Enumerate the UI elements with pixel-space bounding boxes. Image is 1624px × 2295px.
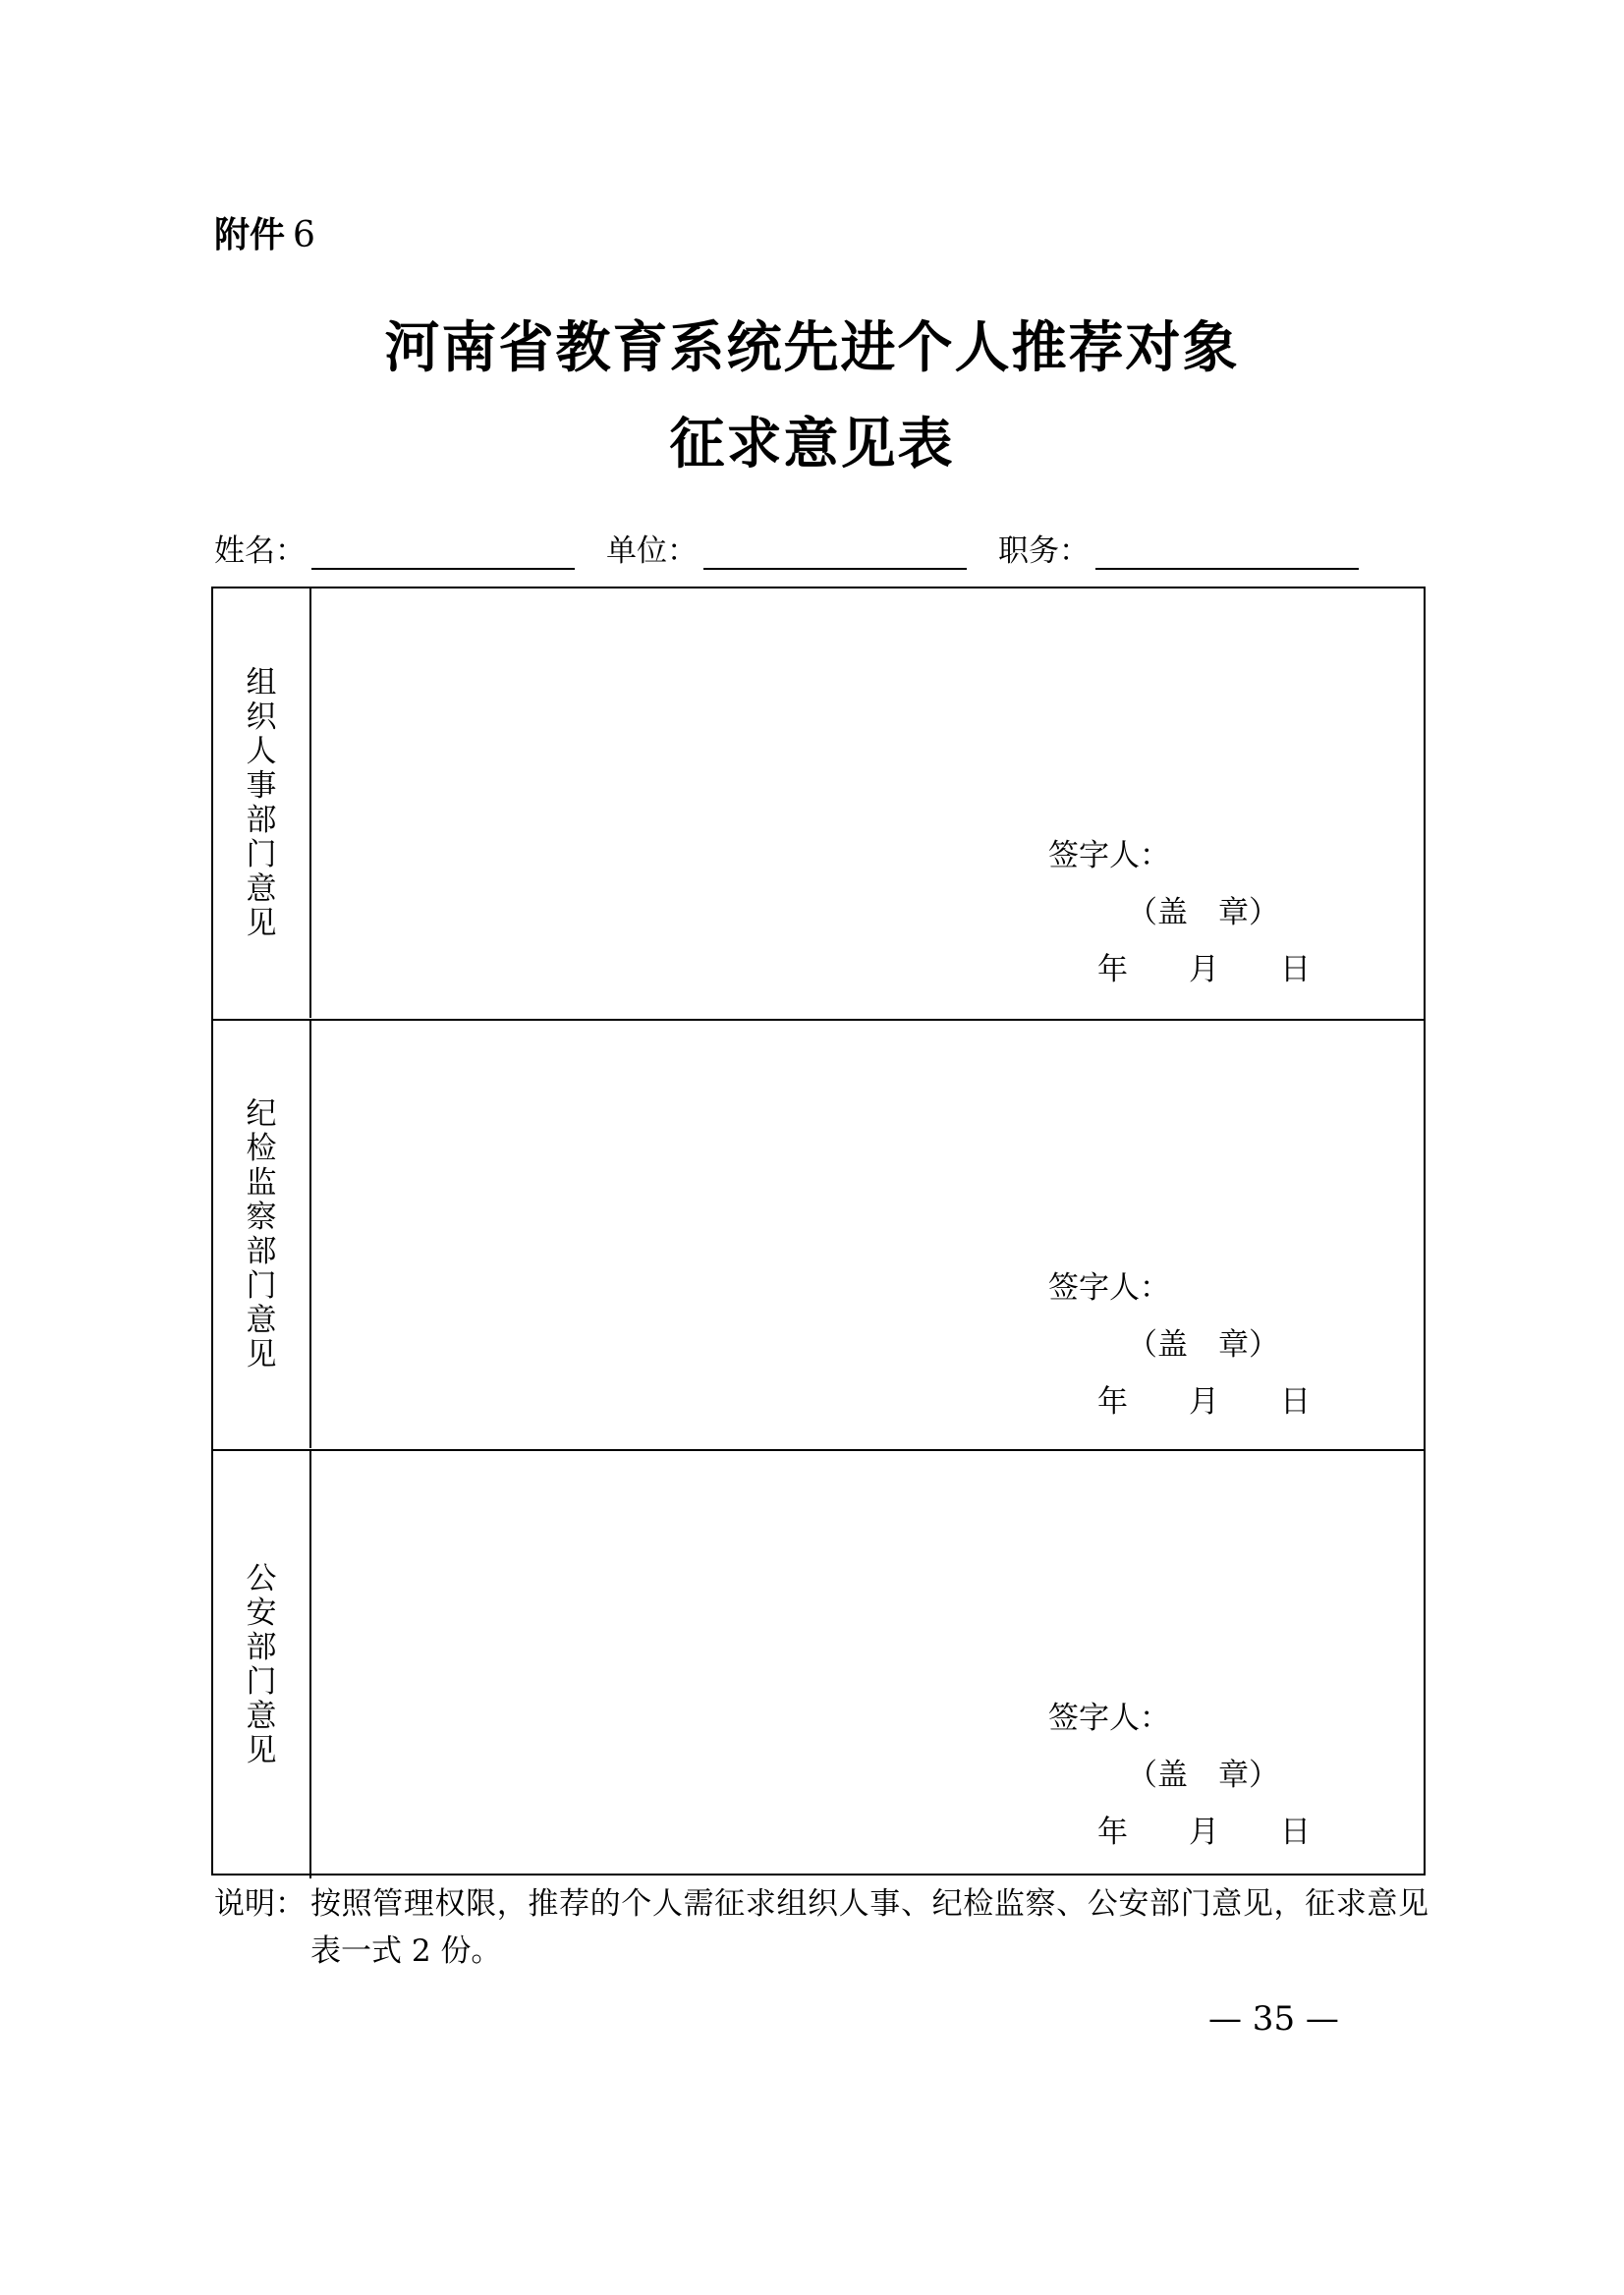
opinion-row-discipline xyxy=(213,1019,1424,1448)
position-field-label: 职务： xyxy=(998,533,1090,569)
row-label-cell xyxy=(213,588,311,1018)
unit-field-label: 单位： xyxy=(606,533,698,569)
date-label: 年 月 日 xyxy=(1097,1815,1311,1850)
row-label-cell xyxy=(213,1451,311,1878)
page-number: — 35 — xyxy=(1208,1999,1339,2039)
signer-label: 签字人： xyxy=(1048,838,1170,873)
document-title-line1: 河南省教育系统先进个人推荐对象 xyxy=(384,315,1240,380)
document-title-line2: 征求意见表 xyxy=(669,412,955,476)
attachment-heading xyxy=(214,206,315,265)
opinion-row-personnel xyxy=(213,588,1424,1018)
signer-label: 签字人： xyxy=(1048,1270,1170,1306)
header-fields xyxy=(214,521,1390,570)
name-field-label: 姓名： xyxy=(214,533,306,569)
row-label: 纪检监察部门意见 xyxy=(246,1095,277,1372)
note-text: 按照管理权限，推荐的个人需征求组织人事、纪检监察、公安部门意见，征求意见表一式 2 份。 xyxy=(310,1886,1428,1969)
row-label-cell xyxy=(213,1021,311,1448)
seal-label: （盖 章） xyxy=(1127,1758,1279,1793)
attachment-number: 6 xyxy=(293,215,315,255)
seal-label: （盖 章） xyxy=(1127,895,1279,930)
row-label: 公安部门意见 xyxy=(246,1560,277,1768)
name-field-line[interactable] xyxy=(311,532,575,570)
row-label: 组织人事部门意见 xyxy=(246,664,277,941)
date-label: 年 月 日 xyxy=(1097,952,1311,987)
unit-field[interactable] xyxy=(606,526,967,570)
date-label: 年 月 日 xyxy=(1097,1384,1311,1420)
unit-field-line[interactable] xyxy=(703,532,967,570)
position-field[interactable] xyxy=(998,526,1359,570)
signer-label: 签字人： xyxy=(1048,1701,1170,1736)
position-field-line[interactable] xyxy=(1095,532,1359,570)
note xyxy=(214,1880,1428,1975)
name-field[interactable] xyxy=(214,526,575,570)
opinion-table xyxy=(211,587,1426,1875)
opinion-row-police xyxy=(213,1449,1424,1878)
note-label: 说明： xyxy=(214,1886,306,1922)
attachment-label: 附件 xyxy=(214,215,286,255)
seal-label: （盖 章） xyxy=(1127,1327,1279,1363)
